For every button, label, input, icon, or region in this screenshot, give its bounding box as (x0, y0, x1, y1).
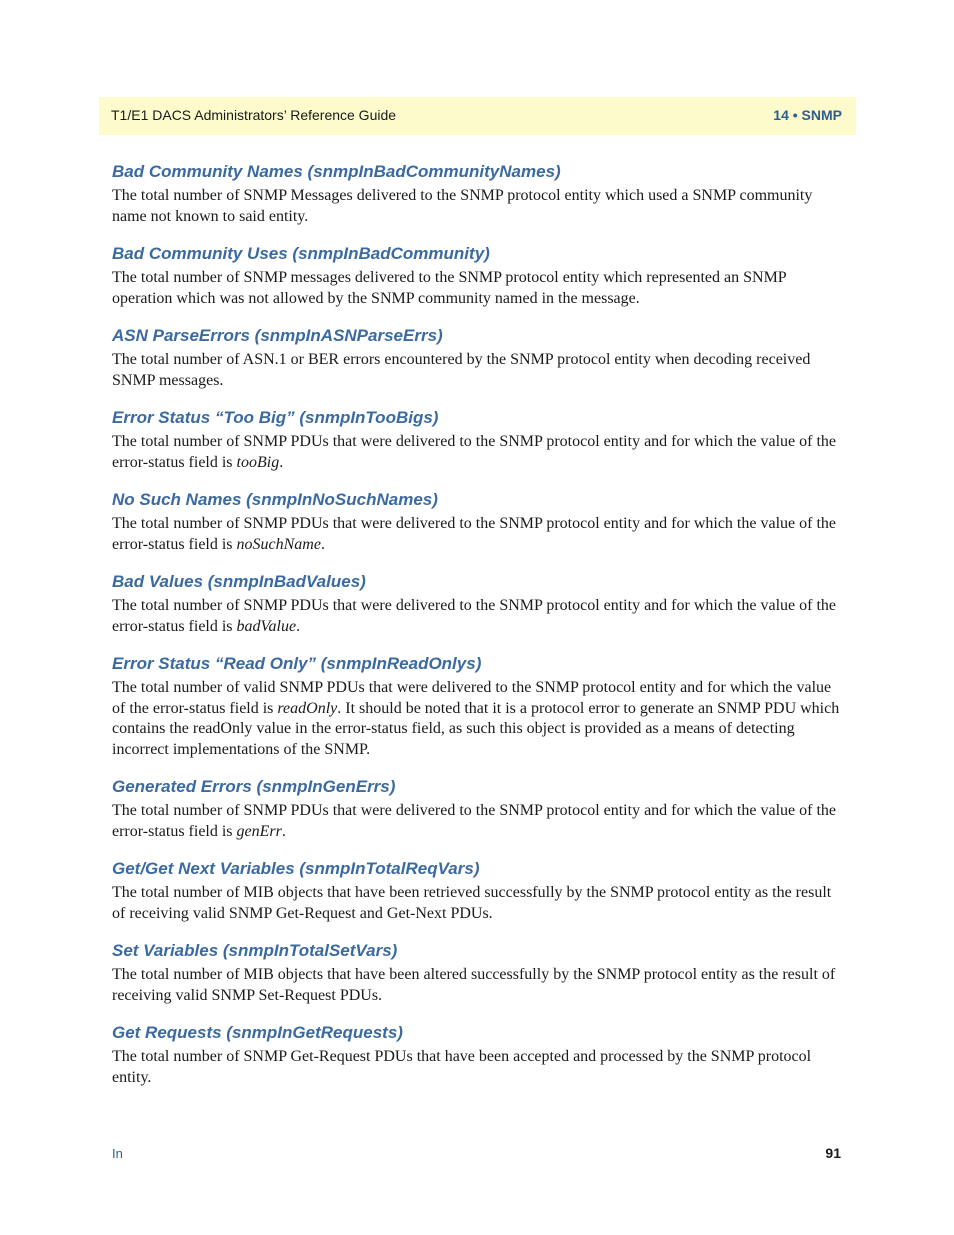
section-heading: Bad Values (snmpInBadValues) (112, 572, 366, 591)
section-body: The total number of SNMP Messages delivered to the SNMP protocol entity which used a SNMP community name not known to said entity. (112, 187, 813, 225)
section-heading: No Such Names (snmpInNoSuchNames) (112, 490, 438, 509)
section-heading: Set Variables (snmpInTotalSetVars) (112, 941, 398, 960)
field-value: genErr (236, 822, 282, 840)
section-heading: Bad Community Names (snmpInBadCommunityNames) (112, 162, 561, 181)
section-body: The total number of valid SNMP PDUs that were delivered to the SNMP protocol entity and for which the value of the error-status field is readOnly. It should be noted that it is a protocol error to generate an SNMP PDU which contains the readOnly value in the error-status field, as such this object is provided as a means of detecting incorrect implementations of the SNMP. (112, 679, 840, 758)
section-body: The total number of SNMP messages delivered to the SNMP protocol entity which represented an SNMP operation which was not allowed by the SNMP community named in the message. (112, 269, 787, 307)
chapter-label: 14 • SNMP (773, 107, 842, 123)
section-heading: Get/Get Next Variables (snmpInTotalReqVars) (112, 859, 480, 878)
section-heading: Generated Errors (snmpInGenErrs) (112, 777, 396, 796)
section-heading: Error Status “Read Only” (snmpInReadOnlys) (112, 654, 482, 673)
section-heading: Error Status “Too Big” (snmpInTooBigs) (112, 408, 439, 427)
field-value: tooBig (236, 453, 280, 471)
section-asn-parse-errors (112, 324, 844, 391)
field-value: noSuchName (236, 535, 321, 553)
section-get-next-variables (112, 857, 844, 924)
section-bad-values (112, 570, 844, 637)
section-bad-community-uses (112, 242, 844, 309)
section-body: The total number of MIB objects that have been altered successfully by the SNMP protocol entity as the result of receiving valid SNMP Set-Request PDUs. (112, 966, 836, 1004)
section-body: The total number of SNMP Get-Request PDUs that have been accepted and processed by the SNMP protocol entity. (112, 1048, 812, 1086)
section-body: The total number of MIB objects that have been retrieved successfully by the SNMP protocol entity as the result of receiving valid SNMP Get-Request and Get-Next PDUs. (112, 884, 832, 922)
section-generated-errors (112, 775, 844, 842)
section-no-such-names (112, 488, 844, 555)
running-header (99, 97, 856, 135)
section-heading: Bad Community Uses (snmpInBadCommunity) (112, 244, 490, 263)
section-body: The total number of SNMP PDUs that were delivered to the SNMP protocol entity and for which the value of the error-status field is tooBig. (112, 433, 836, 471)
section-heading: ASN ParseErrors (snmpInASNParseErrs) (112, 326, 443, 345)
field-value: readOnly (277, 699, 338, 717)
section-body: The total number of SNMP PDUs that were delivered to the SNMP protocol entity and for which the value of the error-status field is genErr. (112, 802, 836, 840)
page-number: 91 (825, 1145, 841, 1161)
section-body: The total number of ASN.1 or BER errors encountered by the SNMP protocol entity when decoding received SNMP messages. (112, 351, 811, 389)
section-error-status-too-big (112, 406, 844, 473)
section-error-status-read-only (112, 652, 844, 760)
section-bad-community-names (112, 160, 844, 227)
section-body: The total number of SNMP PDUs that were delivered to the SNMP protocol entity and for which the value of the error-status field is badValue. (112, 597, 836, 635)
document-title: T1/E1 DACS Administrators’ Reference Guide (111, 107, 397, 123)
section-heading: Get Requests (snmpInGetRequests) (112, 1023, 403, 1042)
section-get-requests (112, 1021, 844, 1088)
section-body: The total number of SNMP PDUs that were delivered to the SNMP protocol entity and for which the value of the error-status field is noSuchName. (112, 515, 836, 553)
field-value: badValue (236, 617, 297, 635)
footer-label: In (112, 1146, 123, 1161)
section-set-variables (112, 939, 844, 1006)
page-content (112, 160, 844, 1103)
